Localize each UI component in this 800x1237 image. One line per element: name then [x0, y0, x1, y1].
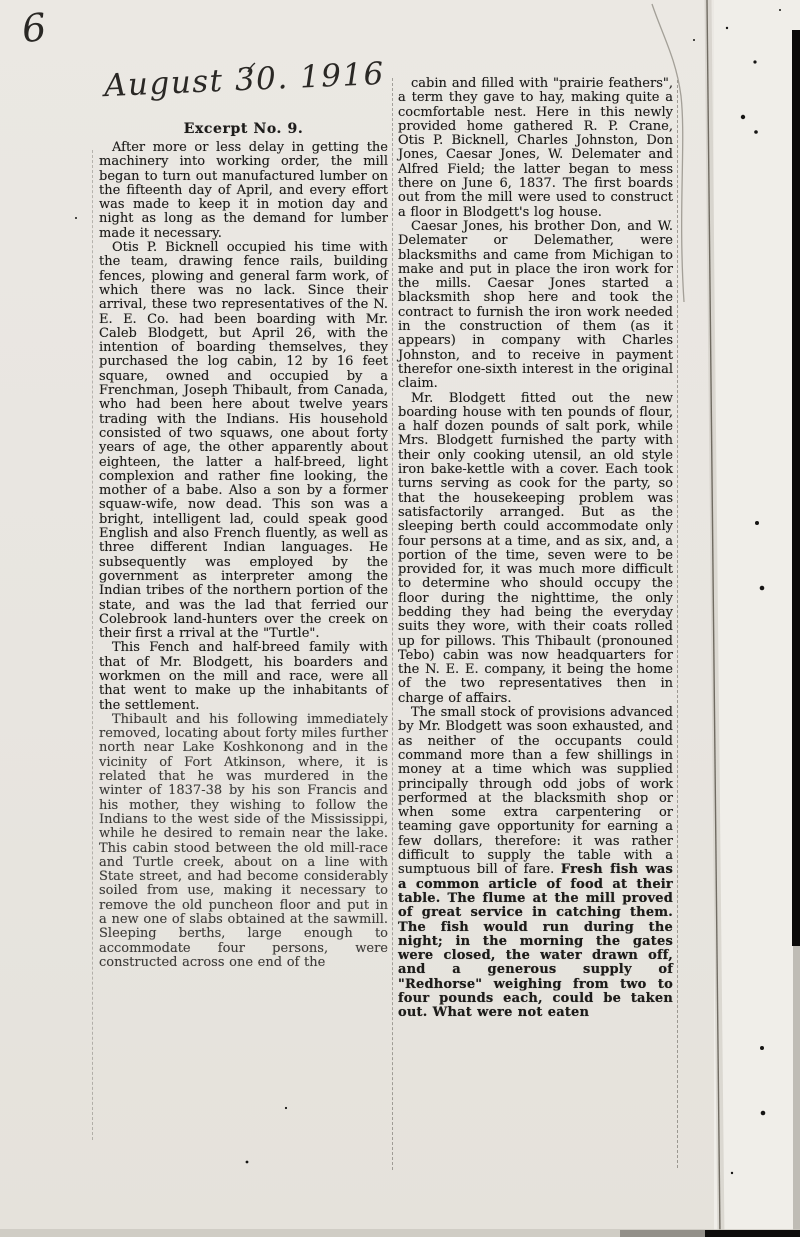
paragraph-lead: The small stock of provisions advanced by Mr. Blodgett was soon exhausted, and as neither of the occupants could command more than a few shillings in money at a time which was supplied principally through odd jobs of work performed at the blacksmith shop or when some extra carpentering or teaming gave opportunity for earning a few dollars, therefore: it was rather difficult to supply the table with a sumptuous bill of fare.: [398, 705, 673, 878]
scan-edge-bottom-dark-fade: [620, 1230, 710, 1237]
article-paragraph: This Fench and half-breed family with that of Mr. Blodgett, his boarders and workmen on the mill and race, were all that went to make up the inhabitants of the settlement.: [99, 640, 388, 713]
article-paragraph: Thibault and his following immediately removed, locating about forty miles further north near Lake Koshkonong and in the vicinity of Fort Atkinson, where, it is related that he was murdered in the winter of 1837-38 by his son Francis and his mother, they wishing to follow the Indians to the west side of the Mississippi, while he desired to remain near the lake. This cabin stood between the old mill-race and Turtle creek, about on a line with State street, and had become considerably soiled from use, making it necessary to remove the old puncheon floor and put in a new one of slabs obtained at the sawmill. Sleeping berths, large enough to accommodate four persons, were constructed across one end of the: [99, 711, 388, 970]
column-divider-rule: [392, 78, 393, 1170]
clipping-left-edge-rule: [92, 150, 93, 1140]
left-column: [99, 121, 388, 970]
handwritten-date: August 30. 1916: [103, 55, 386, 105]
handwritten-page-number: 6: [19, 4, 49, 52]
article-paragraph: Otis P. Bicknell occupied his time with the team, drawing fence rails, building fences, plowing and general farm work, of which there was no lack. Since their arrival, these two representatives of the N. E. E. Co. had been boarding with Mr. Caleb Blodgett, but April 26, with the intention of boarding themselves, they purchased the log cabin, 12 by 16 feet square, owned and occupied by a Frenchman, Joseph Thibault, from Canada, who had been here about twelve years trading with the Indians. His household consisted of two squaws, one about forty years of age, the other apparently about eighteen, the latter a half-breed, light complexion and rather fine looking, the mother of a babe. Also a son by a former squaw-wife, now dead. This son was a bright, intelligent lad, could speak good English and also French fluently, as well as three different Indian languages. He subsequently was employed by the government as interpreter among the Indian tribes of the northern portion of the state, and was the lad that ferried our Colebrook land-hunters over the creek on their first a rrival at the "Turtle".: [99, 240, 388, 642]
article-paragraph: Mr. Blodgett fitted out the new boarding house with ten pounds of flour, a half dozen pounds of salt pork, while Mrs. Blodgett furnished the party with their only cooking utensil, an old style iron bake-kettle with a cover. Each took turns serving as cook for the party, so that the housekeeping problem was satisfactorily arranged. But as the sleeping berth could accommodate only four persons at a time, and as six, and, a portion of the time, seven were to be provided for, it was much more difficult to determine who should occupy the floor during the nighttime, the only bedding they had being the everyday suits they wore, with their coats rolled up for pillows. This Thibault (pronouned Tebo) cabin was now headquarters for the N. E. E. company, it being the home of the two representatives then in charge of affairs.: [398, 390, 673, 706]
right-column: [398, 77, 673, 1021]
article-paragraph: After more or less delay in getting the machinery into working order, the mill began to turn out manufactured lumber on the fifteenth day of April, and every effort was made to keep it in motion day and night as long as the demand for lumber made it necessary.: [99, 140, 388, 241]
article-paragraph: Caesar Jones, his brother Don, and W. Delemater or Delemather, were blacksmiths and came from Michigan to make and put in place the iron work for the mills. Caesar Jones started a blacksmith shop here and took the contract to furnish the iron work needed in the construction of them (as it appears) in company with Charles Johnston, and to receive in payment therefor one-sixth interest in the original claim.: [398, 218, 673, 392]
page-margin: [714, 0, 800, 1237]
clipping-right-edge-rule: [677, 80, 678, 1168]
article-paragraph: cabin and filled with "prairie feathers", a term they gave to hay, making quite a cocmfortable nest. Here in this newly provided home gathered R. P. Crane, Otis P. Bicknell, Charles Johnston, Don Jones, Caesar Jones, W. Delemater and Alfred Field; the latter began to mess there on June 6, 1837. The first boards out from the mill were used to construct a floor in Blodgett's log house.: [398, 76, 673, 220]
article-paragraph: [398, 706, 673, 1021]
article-heading: Excerpt No. 9.: [183, 121, 304, 137]
scan-edge-bottom: [0, 1229, 800, 1237]
paragraph-bold-tail: Fresh fish was a common article of food at their table. The flume at the mill proved of great service in catching them. The fish would run during the night; in the morning the gates were closed, the water drawn off, and a generous supply of "Redhorse" weighing from two to four pounds each, could be taken out. What were not eaten: [398, 862, 673, 1021]
